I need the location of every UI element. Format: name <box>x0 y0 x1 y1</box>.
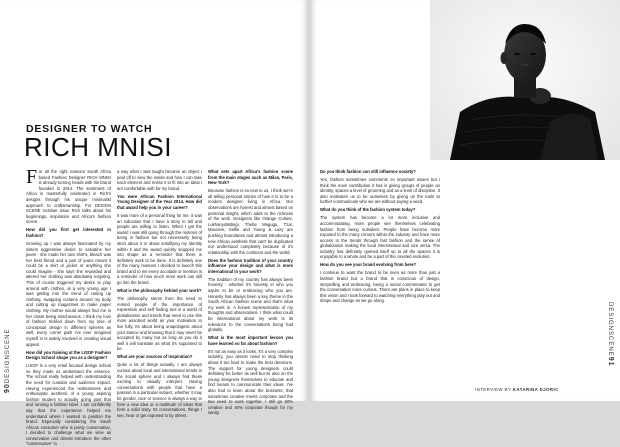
interview-question: What are your sources of inspiration? <box>117 354 193 360</box>
interview-paragraph: For all the right reasons South Africa based Fashion Designer RICH MNISI is already turning heads with his brand founded in 2014. The sentiment of Africa is masterfully celebrated in Rich's designs through his unique minimalist approach to craftsmanship. For DESIGN SCENE October issue Rich talks about his beginnings, inspiration and Africa's fashion scene. <box>26 166 111 225</box>
article-column-4 <box>320 169 440 379</box>
interview-paragraph: LISOF is a very retail focused design school so they made us understand the essence. The school really helped with understanding the need for curation and audience impact. Having experienced the restlessness and enthusiastic aesthetic of a young aspiring fashion student to actually going past that and running a fashion label. I am confidently say that the experience helped me understand where I wanted to position the brand. Especially considering the South African consumer who is pretty conservative, I decided to challenge what we view as conservative and almost introduce the other "conservative" in <box>26 363 111 447</box>
headline: RICH MNISI <box>24 132 172 162</box>
portrait-photo <box>430 0 620 160</box>
interview-paragraph: Because fashion is so new to us, I think we're all telling personal stories of how it is to be a modern designer living in Africa. Our observations are honest and almost based on personal insight, which adds to the richness of the work. Designers like Orange Culture, LukhanyoMdingi, Thebe Magugu, Tzar, Maxivive, Selfie and Young & Lazy are pushing boundaries and almost introducing a new African aesthetic that can't be duplicated nor understood completely because of it's relationship with the continent and the world. <box>208 188 293 255</box>
article-column-5 <box>451 169 571 379</box>
interview-question: What do you think of the fashion system today? <box>320 207 416 213</box>
left-page <box>0 0 308 447</box>
right-page <box>310 0 620 401</box>
interview-paragraph: I continue to want the brand to be seen as more than just a fashion brand but a brand that is conscious of design, storytelling and embracing, being a social commentator to get the conversation more curious. There are plans in place to keep this vision and I look forward to watching everything play out and shape and change as we go along. <box>320 270 440 304</box>
article-column-1 <box>26 166 111 447</box>
interview-question: Does the fashion tradition of your country influence your design and what is more international in your work? <box>208 257 293 274</box>
interview-question: What is the most important lesson you have learned so far about fashion? <box>208 335 293 346</box>
interview-paragraph: Growing up I was always fascinated by my sisters aggressive desire to salvatine her jeans - she made her own shirt's, bleach was her best friend and a pair of jeans meant it could be a skirt or jacket or anything she could imagine - she says she rewarded and altered her clothing was absolutely inspiring. This of course triggered my desire to play around with clothes, at a very young age I was getting into the trend of cutting up clothing, swapping curtains around my body and cutting up magazines to make paper clothing. My mother would always find me in her closet being mischievous. I think my love of fashion trickled down from my love of conceptual design in different spheres as well, every corner path I've ever imagined myself in is widely involved in creating visual appeal. <box>26 240 111 347</box>
interview-paragraph: The system has become a lot more inclusive and accommodating, more people see themselves celebrating fashion from being outsiders. People have become more exposed to the many corners within the industry and have more access to the trends through fast fashion and the sense of globalization making the local international and vice versa. The industry has definitely opened itself up to all the spaces it is enjoyable to a whole and be a part of the coveted evolution. <box>320 215 440 260</box>
credit-prefix: INTERVIEW BY <box>475 387 512 392</box>
interview-paragraph: It was more of a personal thing for me, it was an indication that I have a story to tell and people are willing to listen. When I got the award I was still going through the motions of being in fashion but not necessarily being strict about it or about solidifying my identity within it and the award quickly snapped me into shape as a reminder that there is definitely work to be done. It is definitely one of the many reasons I decided to launch this brand and to me every accolade or mention is a reminder of how much more work can still go into the brand. <box>117 212 202 286</box>
interview-paragraph: It's not as easy as it looks, it's a very complex industry, you almost need to stop thinking about it too hard to make the best decisions. The support for young designers could definitely be better as well but its also on the young designers themselves to educate and find means to communicate their ideas. I've also had to learn about the business, that sometimes creative meets corporate and the two need to work together, I still go 60% creative and 40% corporate though for my sanity. <box>208 348 293 416</box>
interview-paragraph: The tradition of my country has always been honesty - whether it's honesty in who you aspire to be or embracing who you are. Honesty has always been a key theme in the South African fashion scene and that's what my work is. A honest representation of my thoughts and observations. I think what could be international about my work is its relevance to the conversations being had globally. <box>208 276 293 333</box>
right-folio <box>607 302 614 366</box>
interview-question: How did you first get interested in fashion? <box>26 227 111 238</box>
interview-question: How did you training at the LISOF Fashion Design School shape you as a designer? <box>26 349 111 361</box>
interview-question: You were African Fashion International Young Designer of the Year 2014. How did that award help you in your career? <box>117 193 202 210</box>
interview-credit <box>475 387 559 392</box>
left-folio-section: DESIGNSCENE <box>5 328 11 384</box>
interview-question: What is the philosophy behind your work? <box>117 288 202 294</box>
credit-name: KATARINA DJORIC <box>512 387 559 392</box>
left-folio <box>4 329 11 393</box>
drop-cap: F <box>26 166 38 188</box>
right-page-number: 91 <box>607 356 614 367</box>
interview-question: How do you see your brand evolving from here? <box>320 262 417 268</box>
interview-paragraph: The philosophy stems from the need to remind people of the importance of expression and self finding tool in a world of globalisation and trends that need to use this more assorted world as your motivation to live fully. Its about being unapologetic about your stance and knowing that it may never be accepted by many but as long as you do it well it will translate as what it's supposed to be. <box>117 296 202 352</box>
portrait-illustration <box>430 0 620 160</box>
article-column-3 <box>208 169 293 416</box>
right-folio-section: DESIGNSCENE <box>607 302 613 357</box>
left-page-number: 90 <box>4 383 11 393</box>
interview-question: Do you think fashion can still influence society? <box>320 169 416 174</box>
article-column-2 <box>117 169 202 418</box>
interview-question: What sets apart Africa's fashion scene from the main stages such as Milan, Paris, New York? <box>208 169 293 186</box>
interview-paragraph: a way what I was taught became an object I peal off to view the inside and how I can take each element and revise it to fit into an ideal I am comfortable with for my brand. <box>117 169 202 191</box>
interview-paragraph: Quite a lot of things actually. I am always curious about local and international trends in the social sphere and I always find these exciting to visually interpret. Having conversations with people that have a passion in a particular subject, whether it may be gender, race or science is always a way to form a new idea or a multitude of ideas that form a solid story. Its conversations, things I see, hear or get exposed to by others. <box>117 362 202 418</box>
interview-paragraph: Yes, fashion sometimes comments on important issues but i think the main contribution it has is giving groups of people an identity, spaces a level of grooming and as a level of discipline. It also motivates us to be ourselves by giving us the tools to further communicate who we are without saying a word. <box>320 176 440 205</box>
kicker: DESIGNER TO WATCH <box>26 123 153 135</box>
